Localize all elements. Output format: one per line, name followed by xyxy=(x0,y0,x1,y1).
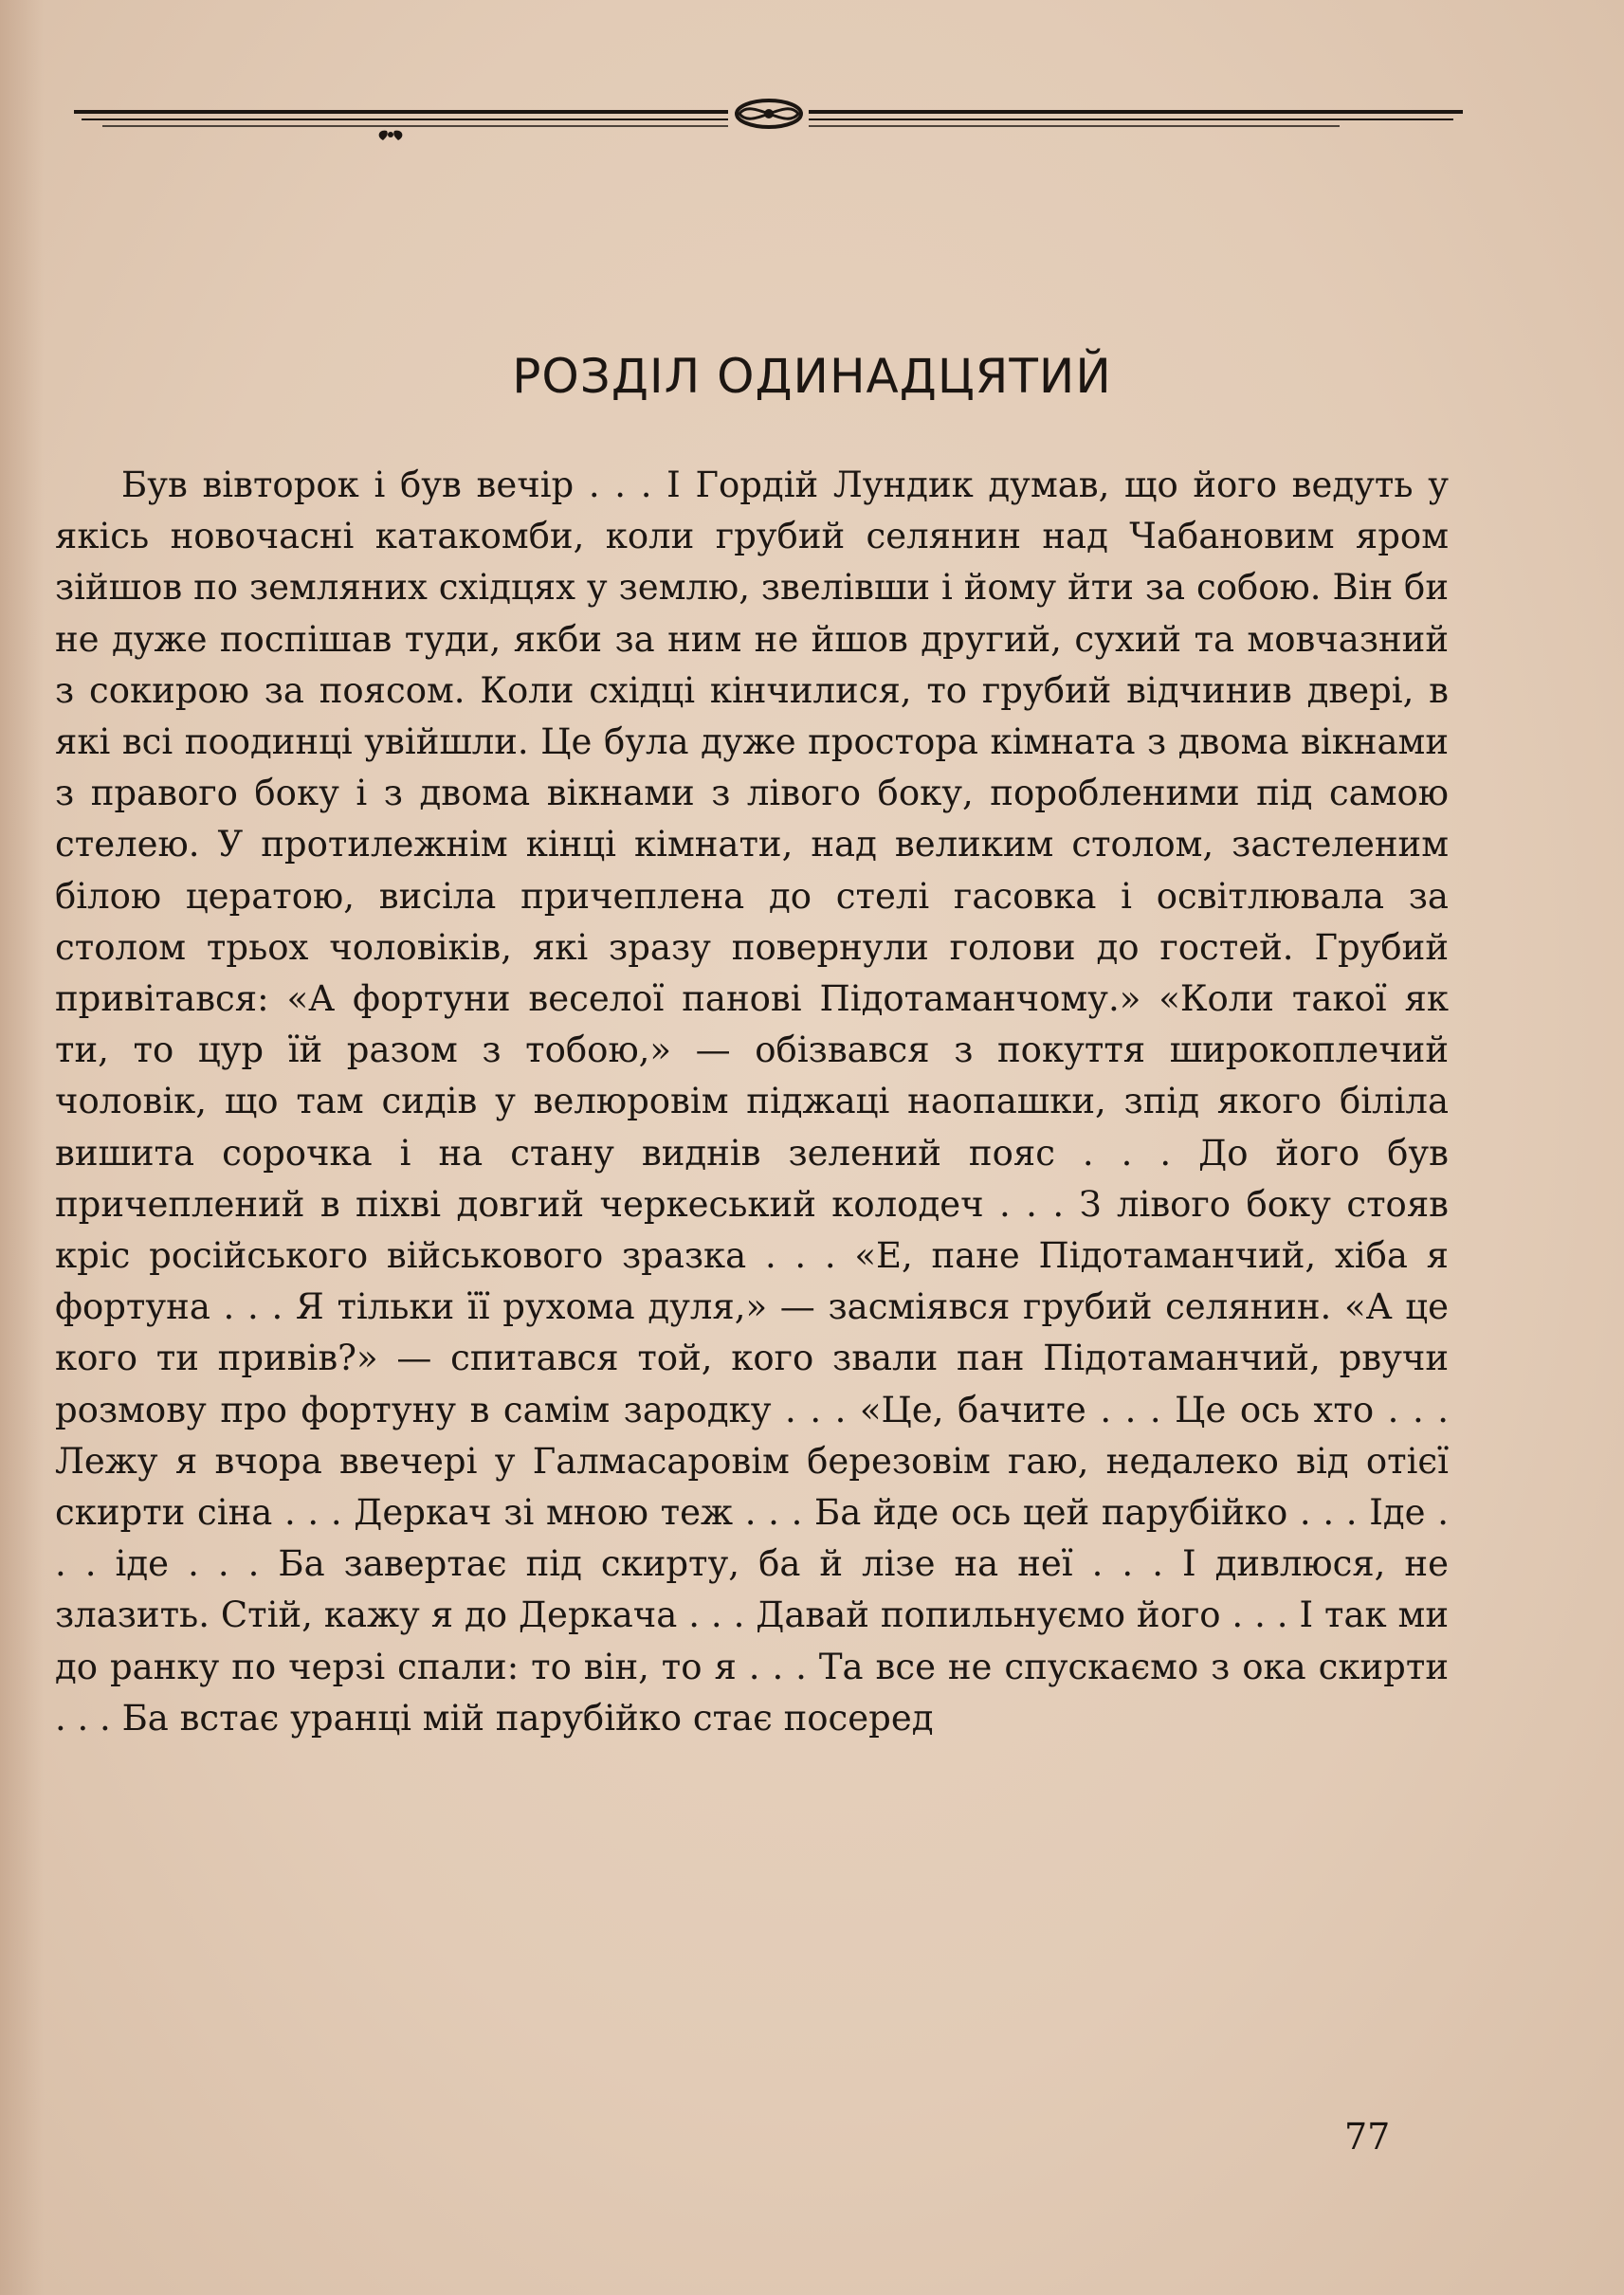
page-number: 77 xyxy=(1344,2116,1391,2158)
chapter-title: РОЗДІЛ ОДИНАДЦЯТИЙ xyxy=(512,349,1112,404)
header-ornament-rule xyxy=(74,93,1463,144)
body-paragraph: Був вівторок і був вечір . . . І Гордій Лундик думав, що його ведуть у якісь новочасні катакомби, коли грубий селянин над Чабановим яром зійшов по земляних східцях у землю, звелівши і йому йти за собою. Він би не дуже поспішав туди, якби за ним не йшов другий, сухий та мовчазний з сокирою за поясом. Коли східці кінчилися, то грубий відчинив двері, в які всі поодинці увійшли. Це була дуже простора кімната з двома вікнами з правого боку і з двома вікнами з лівого боку, поробленими під самою стелею. У протилежнім кінці кімнати, над великим столом, застеленим білою цератою, висіла причеплена до стелі гасовка і освітлювала за столом трьох чоловіків, які зразу повернули голови до гостей. Грубий привітався: «А фортуни веселої панові Підотаманчому.» «Коли такої як ти, то цур їй разом з тобою,» — обізвався з покуття широкоплечий чоловік, що там сидів у велюровім піджаці наопашки, зпід якого біліла вишита сорочка і на стану виднів зелений пояс . . . До його був причеплений в піхві довгий черкеський колодеч . . . З лівого боку стояв кріс російського військового зразка . . . «Е, пане Підотаманчий, хіба я фортуна . . . Я тільки її рухома дуля,» — засміявся грубий селянин. «А це кого ти привів?» — спитався той, кого звали пан Підотаманчий, рвучи розмову про фортуну в самім зародку . . . «Це, бачите . . . Це ось хто . . . Лежу я вчора ввечері у Галмасаровім березовім гаю, недалеко від отієї скирти сіна . . . Деркач зі мною теж . . . Ба йде ось цей парубійко . . . Іде . . . іде . . . Ба завертає під скирту, ба й лізе на неї . . . І дивлюся, не злазить. Стій, кажу я до Деркача . . . Давай попильнуємо його . . . І так ми до ранку по черзі спали: то він, то я . . . Та все не спускаємо з ока скирти . . . Ба встає уранці мій парубійко стає посеред xyxy=(55,464,1449,1739)
